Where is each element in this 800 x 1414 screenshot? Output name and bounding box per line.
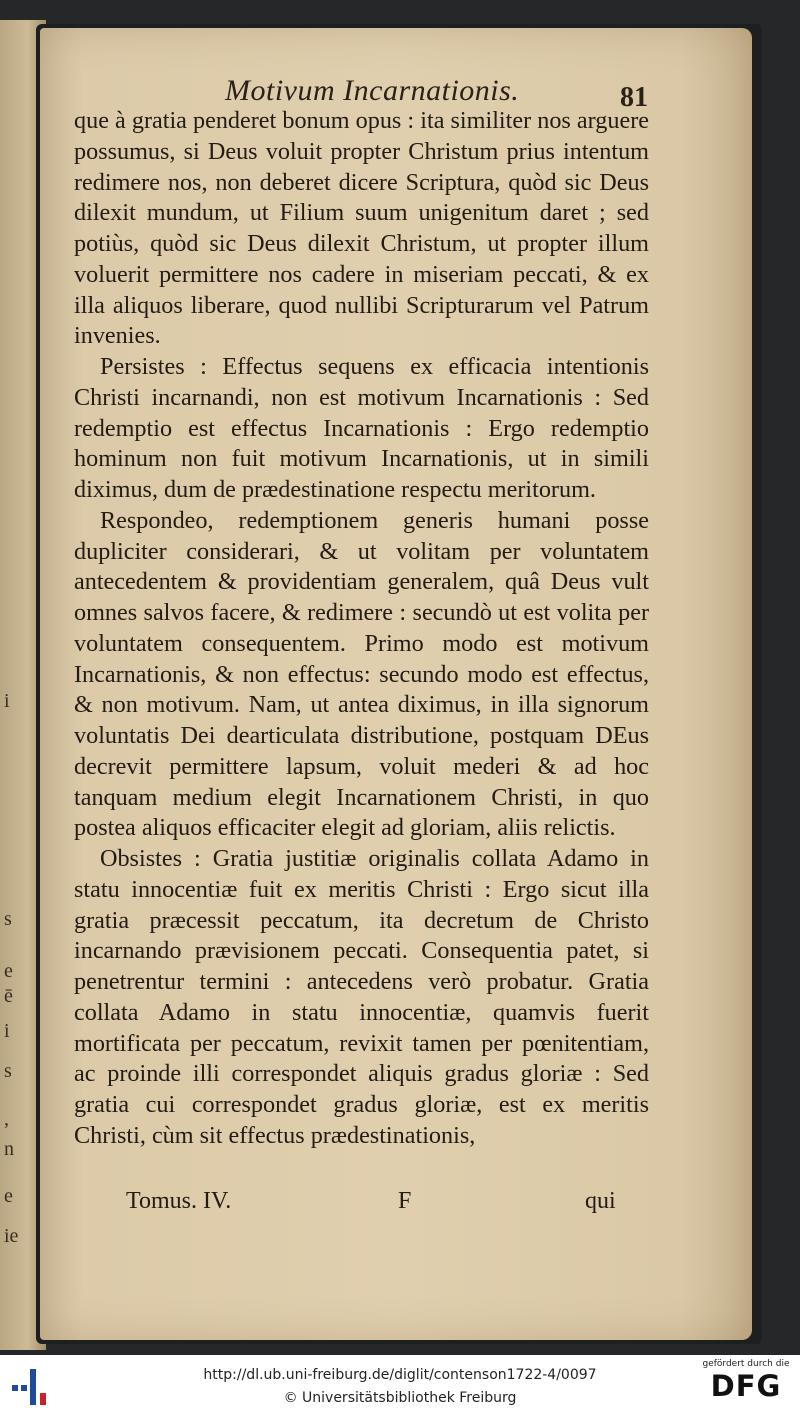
left-page-fragment: e <box>4 1185 13 1207</box>
paragraph: Persistes : Effectus sequens ex efficacia intentionis Christi incarnandi, non est motivum Incarnationis : Sed redemptio est effectus Incarnationis : Ergo redemptio hominum non fuit motivum Incarnationis, ut in simili diximus, dum de prædestinatione respectu meritorum. <box>74 353 649 503</box>
page-number: 81 <box>620 82 648 113</box>
quire-mark: F <box>398 1188 412 1214</box>
permalink-url[interactable]: http://dl.ub.uni-freiburg.de/diglit/contenson1722-4/0097 <box>203 1367 597 1383</box>
left-page-fragment: e <box>4 960 13 982</box>
dfg-logo-icon: DFG <box>710 1369 782 1403</box>
sponsor-text: gefördert durch die <box>702 1359 790 1369</box>
left-page-fragment: ē <box>4 985 13 1007</box>
viewer-footer <box>0 1355 800 1414</box>
page-footer <box>40 1188 752 1228</box>
copyright-notice: © Universitätsbibliothek Freiburg <box>283 1390 517 1406</box>
running-head: Motivum Incarnationis. <box>225 74 520 107</box>
page-body <box>74 106 649 1152</box>
left-page-fragment: i <box>4 690 10 712</box>
left-page-fragment: i <box>4 1020 10 1042</box>
left-page-fragment: s <box>4 908 12 930</box>
paragraph: Respondeo, redemptionem generis humani posse dupliciter considerari, & ut volitam per voluntatem antecedentem & providentiam generalem, quâ Deus vult omnes salvos facere, & redimere : secundò ut est volita per voluntatem consequentem. Primo modo est motivum Incarnationis, & non effectus: secundo modo est effectus, & non motivum. Nam, ut antea diximus, in illa signorum voluntatis Dei dearticulata distributione, postquam DEus decrevit permittere lapsum, voluit mederi & ad hoc tanquam medium elegit Incarnationem Christi, in quo postea aliquos efficaciter elegit ad gloriam, aliis relictis. <box>74 506 649 842</box>
paragraph: que à gratia penderet bonum opus : ita similiter nos arguere possumus, si Deus voluit propter Christum prius intentum redimere nos, non deberet dicere Scriptura, quòd sic Deus dilexit mundum, ut Filium suum unigenitum daret ; sed potiùs, quòd sic Deus dilexit Christum, ut propter illum voluerit permittere nos cadere in miseriam peccati, & ex illa aliquos liberare, quod nullibi Scripturarum vel Patrum invenies. <box>74 107 649 350</box>
paragraph: Obsistes : Gratia justitiæ originalis collata Adamo in statu innocentiæ fuit ex meritis Christi : Ergo sicut illa gratia præcessit peccatum, ita decretum de Christo incarnando prævisionem peccati. Consequentia patet, si penetrentur termini : antecedens verò probatur. Gratia collata Adamo in statu innocentiæ, quamvis fuerit mortificata per peccatum, revixit tamen per pœnitentiam, ac proinde illi correspondet aliquis gradus gloriæ : Sed gratia cui correspondet gradus gloriæ, est ex meritis Christi, cùm sit effectus prædestinationis, <box>74 845 649 1149</box>
left-page-fragment: s <box>4 1060 12 1082</box>
dfg-sponsor-logo[interactable] <box>700 1359 792 1403</box>
left-page-fragment: n <box>4 1138 14 1160</box>
catchword: qui <box>585 1188 616 1214</box>
volume-signature: Tomus. IV. <box>126 1188 232 1214</box>
book-page <box>40 28 752 1340</box>
page-header <box>40 56 752 113</box>
left-page-fragment: ie <box>4 1225 19 1247</box>
left-page-fragment: , <box>4 1108 9 1130</box>
